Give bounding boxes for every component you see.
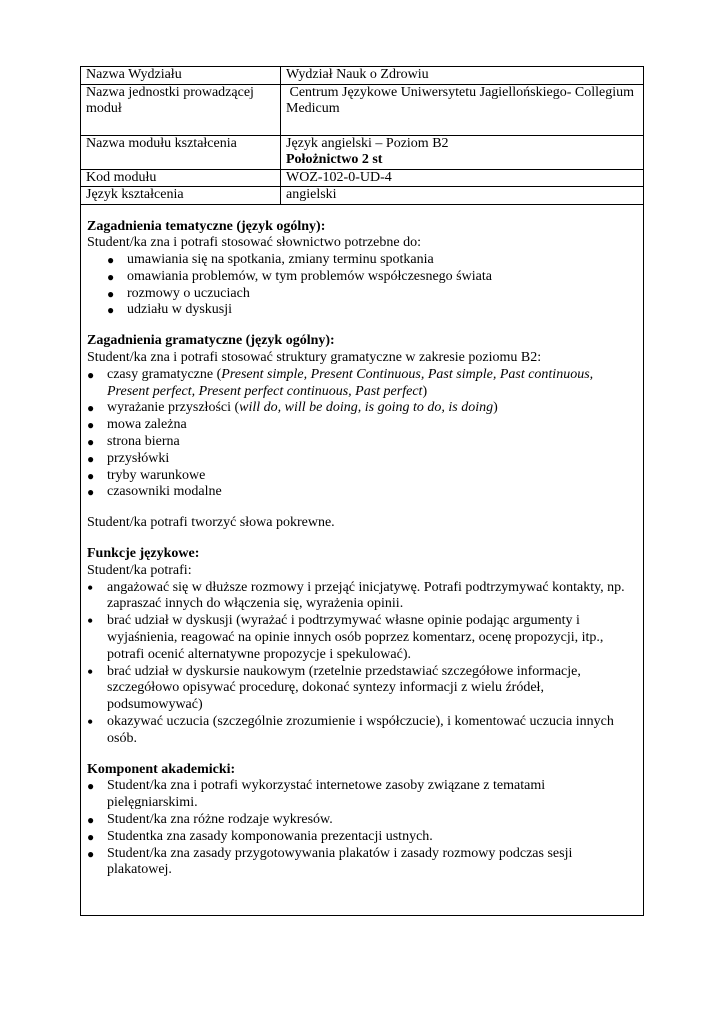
list-item bbox=[87, 714, 637, 748]
list-item-text: czasowniki modalne bbox=[107, 484, 222, 500]
functions-list bbox=[87, 577, 637, 748]
list-item bbox=[87, 417, 637, 434]
list-item-text: Student/ka zna zasady przygotowywania plakatów i zasady rozmowy podczas sesji plakatowej. bbox=[107, 845, 573, 878]
bullet-icon: • bbox=[87, 712, 94, 733]
list-item bbox=[87, 451, 637, 468]
row-value: Centrum Językowe Uniwersytetu Jagiellońskiego- Collegium Medicum bbox=[281, 84, 644, 135]
word-formation-note: Student/ka potrafi tworzyć słowa pokrewne. bbox=[87, 515, 335, 531]
list-item-text: Studentka zna zasady komponowania prezentacji ustnych. bbox=[107, 828, 433, 844]
table-row bbox=[81, 67, 644, 85]
list-item bbox=[87, 400, 637, 417]
bullet-icon: ● bbox=[87, 451, 95, 466]
list-item bbox=[87, 812, 637, 829]
table-row bbox=[81, 187, 644, 205]
bullet-icon: ● bbox=[87, 468, 95, 483]
list-item bbox=[87, 829, 637, 846]
list-item-text: strona bierna bbox=[107, 434, 180, 450]
section-intro: Student/ka potrafi: bbox=[87, 562, 192, 578]
list-item-text: mowa zależna bbox=[107, 417, 187, 433]
section-grammar bbox=[87, 333, 637, 532]
list-item-text: czasy gramatyczne ( bbox=[107, 366, 222, 382]
list-item bbox=[87, 846, 637, 880]
bullet-icon: ● bbox=[87, 367, 95, 382]
list-item bbox=[87, 367, 637, 401]
section-title: Komponent akademicki: bbox=[87, 761, 236, 777]
module-program: Położnictwo 2 st bbox=[286, 152, 383, 167]
list-item-text: omawiania problemów, w tym problemów współczesnego świata bbox=[127, 268, 492, 284]
section-intro: Student/ka zna i potrafi stosować słownictwo potrzebne do: bbox=[87, 235, 421, 251]
list-item bbox=[87, 302, 637, 319]
bullet-icon: ● bbox=[87, 779, 95, 794]
table-row bbox=[81, 169, 644, 187]
table-row bbox=[81, 135, 644, 169]
list-item-text: brać udział w dyskursie naukowym (rzetelnie przedstawiać szczegółowe informacje, szczegółowo opisywać procedurę, dokonać syntezy informacji z wielu źródeł, podsumowywać) bbox=[107, 663, 581, 713]
list-item bbox=[87, 286, 637, 303]
row-label: Nazwa modułu kształcenia bbox=[81, 135, 281, 169]
row-label: Nazwa Wydziału bbox=[81, 67, 281, 85]
list-item-text: okazywać uczucia (szczególnie zrozumienie i współczucie), i komentować uczucia innych osób. bbox=[107, 714, 614, 746]
table-row bbox=[81, 84, 644, 135]
bullet-icon: ● bbox=[87, 401, 95, 416]
list-item-text: tryby warunkowe bbox=[107, 467, 206, 483]
bullet-icon: ● bbox=[87, 829, 95, 844]
list-item-text: rozmowy o uczuciach bbox=[127, 285, 250, 301]
row-label: Kod modułu bbox=[81, 169, 281, 187]
content-box bbox=[80, 205, 644, 916]
bullet-icon: ● bbox=[107, 269, 115, 284]
row-label: Nazwa jednostki prowadzącej moduł bbox=[81, 84, 281, 135]
list-item bbox=[87, 661, 637, 714]
row-value bbox=[281, 135, 644, 169]
section-functions bbox=[87, 546, 637, 748]
section-intro: Student/ka zna i potrafi stosować struktury gramatyczne w zakresie poziomu B2: bbox=[87, 350, 542, 366]
list-item-text: brać udział w dyskusji (wyrażać i podtrzymywać własne opinie podając argumenty i wyjaśnienia, reagować na opinie innych osób poprzez komentarz, ocenę propozycji, itp., potrafi ocenić alternatywne propozycje i spekulować). bbox=[107, 613, 604, 662]
section-title: Zagadnienia gramatyczne (język ogólny): bbox=[87, 333, 335, 349]
list-item bbox=[87, 778, 637, 812]
list-item-text: ) bbox=[422, 383, 428, 399]
row-label: Język kształcenia bbox=[81, 187, 281, 205]
row-value: angielski bbox=[281, 187, 644, 205]
list-item-text: ) bbox=[493, 400, 498, 416]
future-examples: will do, will be doing, is going to do, is doing bbox=[239, 400, 494, 416]
bullet-icon: ● bbox=[87, 846, 95, 861]
list-item bbox=[87, 434, 637, 451]
module-name: Język angielski – Poziom B2 bbox=[286, 135, 449, 151]
bullet-icon: ● bbox=[87, 418, 95, 433]
grammar-list bbox=[87, 367, 637, 501]
document-page bbox=[80, 66, 644, 916]
bullet-icon: ● bbox=[87, 435, 95, 450]
module-info-table bbox=[80, 66, 644, 205]
row-value: Wydział Nauk o Zdrowiu bbox=[281, 67, 644, 85]
section-topics bbox=[87, 219, 637, 320]
list-item-text: przysłówki bbox=[107, 450, 170, 466]
list-item bbox=[87, 613, 637, 663]
list-item-text: udziału w dyskusji bbox=[127, 302, 232, 318]
list-item-text: umawiania się na spotkania, zmiany terminu spotkania bbox=[127, 252, 434, 268]
list-item bbox=[87, 252, 637, 269]
topics-list bbox=[87, 252, 637, 319]
list-item bbox=[87, 577, 637, 614]
row-value: WOZ-102-0-UD-4 bbox=[281, 169, 644, 187]
section-academic bbox=[87, 762, 637, 880]
bullet-icon: ● bbox=[107, 303, 115, 318]
list-item bbox=[87, 484, 637, 501]
bullet-icon: ● bbox=[87, 485, 95, 500]
list-item-text: Student/ka zna i potrafi wykorzystać internetowe zasoby związane z tematami pielęgniarskimi. bbox=[107, 778, 546, 811]
list-item-text: wyrażanie przyszłości ( bbox=[107, 400, 240, 416]
bullet-icon: ● bbox=[107, 253, 115, 268]
bullet-icon: • bbox=[87, 661, 94, 682]
list-item-text: Student/ka zna różne rodzaje wykresów. bbox=[107, 812, 333, 827]
list-item bbox=[87, 468, 637, 485]
academic-list bbox=[87, 778, 637, 879]
bullet-icon: ● bbox=[107, 286, 115, 301]
list-item bbox=[87, 269, 637, 286]
section-title: Funkcje językowe: bbox=[87, 546, 200, 562]
bullet-icon: • bbox=[87, 577, 94, 598]
section-title: Zagadnienia tematyczne (język ogólny): bbox=[87, 218, 326, 234]
bullet-icon: ● bbox=[87, 813, 95, 827]
tense-examples: Present simple, Present Continuous, Past simple, Past continuous, Present perfect, Present perfect continuous, Past perfect bbox=[107, 366, 594, 399]
bullet-icon: • bbox=[87, 611, 94, 632]
list-item-text: angażować się w dłuższe rozmowy i przejąć inicjatywę. Potrafi podtrzymywać kontakty, np. zapraszać innych do włączenia się, wyrażenia opinii. bbox=[107, 579, 625, 612]
